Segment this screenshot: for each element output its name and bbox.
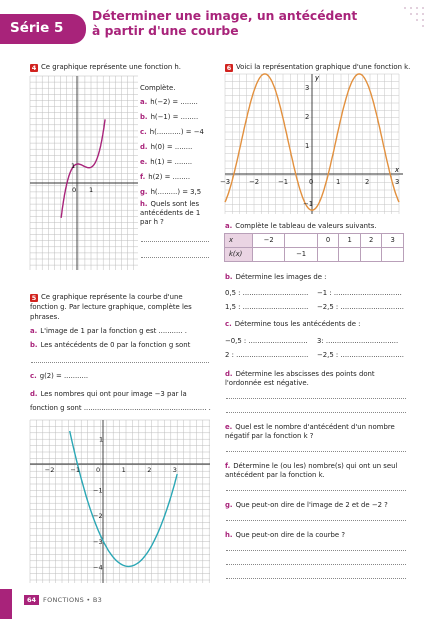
ex6-x-tick-label: 2 <box>365 178 370 186</box>
ex6-table-x-cell[interactable]: 1 <box>339 234 361 248</box>
ex6-table-x-cell[interactable]: −2 <box>253 234 285 248</box>
ex6-b-item-3[interactable]: 1,5 : .............................. <box>225 303 309 311</box>
ex4-origin-label: 0 <box>72 186 77 194</box>
ex6-table-x-cell[interactable] <box>285 234 317 248</box>
ex6-x-axis-label: x <box>395 166 400 174</box>
ex6-c-item-1[interactable]: −0,5 : ........................... <box>225 337 308 345</box>
ex6-x-tick-label: −3 <box>220 178 231 186</box>
ex6-y-axis-label: y <box>315 74 320 82</box>
ex4-one-y-label: 1 <box>71 162 76 170</box>
ex5-curve-g <box>70 431 178 566</box>
ex6-f-line2: antécédent par la fonction k. <box>225 471 325 479</box>
ex5-x-tick-label: 3 <box>172 466 177 474</box>
ex5-number: 5 <box>31 294 37 302</box>
ex5-question-d: d. Les nombres qui ont pour image −3 par la <box>30 390 187 398</box>
ex6-x-tick-label: 0 <box>309 178 314 186</box>
ex4-question-c[interactable]: c. h(...........) = −4 <box>140 128 204 136</box>
ex5-y-tick-label: −2 <box>93 512 103 521</box>
ex6-b-item-2[interactable]: −1 : ............................... <box>317 289 402 297</box>
ex5-y-tick-label: −4 <box>93 563 103 572</box>
ex4-answer-line-1[interactable] <box>141 241 209 242</box>
ex6-table-k-cell[interactable] <box>339 248 361 262</box>
ex5-x-tick-label: −1 <box>70 466 80 474</box>
ex6-h-answer-line-1[interactable] <box>226 550 406 551</box>
footer <box>24 595 102 605</box>
ex5-intro-line2: fonction g. Par lecture graphique, complète les <box>30 303 192 311</box>
ex6-table-k-cell[interactable] <box>317 248 339 262</box>
ex4-question-a[interactable]: a. h(−2) = ........ <box>140 98 198 106</box>
ex6-h-answer-line-3[interactable] <box>226 578 406 579</box>
ex5-intro-line1: 5 Ce graphique représente la courbe d'une <box>31 293 183 302</box>
corner-dots-decoration <box>401 4 429 32</box>
ex5-question-b: b. Les antécédents de 0 par la fonction g sont <box>30 341 191 349</box>
serie-label: Série 5 <box>10 20 64 36</box>
ex5-x-tick-label: −2 <box>44 466 55 474</box>
ex6-question-b: b. Détermine les images de : <box>225 273 327 281</box>
ex4-intro: 4 Ce graphique représente une fonction h. <box>31 63 181 72</box>
ex6-question-g: g. Que peut-on dire de l'image de 2 et de −2 ? <box>225 501 388 509</box>
footer-bar <box>0 589 12 619</box>
ex6-y-tick-label: 3 <box>305 84 310 92</box>
ex4-complete: Complète. <box>140 84 176 92</box>
ex6-x-tick-label: 1 <box>336 178 341 186</box>
ex6-c-item-2[interactable]: 3: ................................. <box>317 337 399 345</box>
ex4-graph <box>30 76 138 270</box>
ex6-e-line2: négatif par la fonction k ? <box>225 432 314 440</box>
ex6-d-line2: l'ordonnée est négative. <box>225 379 309 387</box>
ex5-x-tick-label: 2 <box>147 466 152 474</box>
ex4-h-line2: antécédents de 1 <box>140 209 201 217</box>
ex6-e-answer-line[interactable] <box>226 451 406 452</box>
ex6-number: 6 <box>226 64 232 72</box>
ex6-y-tick-label: 1 <box>305 142 310 150</box>
page-number: 64 <box>24 595 39 605</box>
ex5-graph <box>30 420 210 583</box>
ex4-question-g[interactable]: g. h(.........) = 3,5 <box>140 188 202 196</box>
ex5-intro-line3: phrases. <box>30 313 60 321</box>
ex4-question-e[interactable]: e. h(1) = ........ <box>140 158 193 166</box>
ex6-table-k-cell[interactable]: −1 <box>285 248 317 262</box>
ex6-x-tick-label: 3 <box>395 178 400 186</box>
ex4-question-h: h. Quels sont les <box>140 200 200 208</box>
footer-section: FONCTIONS • B3 <box>43 595 103 604</box>
ex6-b-item-1[interactable]: 0,5 : .............................. <box>225 289 309 297</box>
ex5-d-line2: fonction g sont ........................................................ . <box>30 404 211 412</box>
ex6-d-answer-line-1[interactable] <box>226 398 406 399</box>
ex6-intro: 6 Voici la représentation graphique d'une fonction k. <box>226 63 411 72</box>
ex6-question-f: f. Détermine le (ou les) nombre(s) qui ont un seul <box>225 462 398 470</box>
ex6-table-k-cell[interactable] <box>382 248 404 262</box>
ex5-b-answer-line[interactable] <box>31 362 209 363</box>
ex6-table-k-cell[interactable] <box>253 248 285 262</box>
ex4-number: 4 <box>31 64 37 72</box>
ex5-y-tick-label: 1 <box>99 435 104 444</box>
ex6-x-tick-label: −1 <box>278 178 289 186</box>
ex5-question-c: c. g(2) = ........... <box>30 372 89 380</box>
ex6-question-h: h. Que peut-on dire de la courbe ? <box>225 531 346 539</box>
ex4-curve-h <box>61 119 105 217</box>
ex4-answer-line-2[interactable] <box>141 257 209 258</box>
ex6-question-a: a. Complète le tableau de valeurs suivants. <box>225 222 377 230</box>
ex4-h-line3: par h ? <box>140 218 164 226</box>
ex4-question-d[interactable]: d. h(0) = ........ <box>140 143 193 151</box>
ex6-y-tick-label: −1 <box>303 200 314 208</box>
ex6-table-x-cell[interactable]: 0 <box>317 234 339 248</box>
ex6-x-tick-label: −2 <box>249 178 260 186</box>
ex5-x-tick-label: 1 <box>121 466 126 474</box>
ex4-one-x-label: 1 <box>89 186 94 194</box>
ex6-question-d: d. Détermine les abscisses des points dont <box>225 370 375 378</box>
ex6-d-answer-line-2[interactable] <box>226 412 406 413</box>
page-title: Déterminer une image, un antécédent à partir d'une courbe <box>92 9 358 38</box>
ex6-c-item-3[interactable]: 2 : ................................. <box>225 351 309 359</box>
ex5-question-a: a. L'image de 1 par la fonction g est ........... . <box>30 327 187 335</box>
serie-tab <box>0 14 86 44</box>
ex6-value-table <box>224 233 404 262</box>
ex5-x-tick-label: 0 <box>96 466 101 474</box>
ex5-y-tick-label: −1 <box>93 486 103 495</box>
ex4-question-b[interactable]: b. h(−1) = ........ <box>140 113 199 121</box>
ex4-question-f[interactable]: f. h(2) = ........ <box>140 173 191 181</box>
ex6-table-x-cell[interactable]: 2 <box>360 234 382 248</box>
ex6-table-k-header: k(x) <box>225 248 253 262</box>
ex6-b-item-4[interactable]: −2,5 : ............................. <box>317 303 404 311</box>
ex6-question-c: c. Détermine tous les antécédents de : <box>225 320 361 328</box>
ex6-graph <box>220 74 405 214</box>
ex6-table-x-header: x <box>225 234 253 248</box>
ex5-y-tick-label: −3 <box>93 537 103 546</box>
ex6-question-e: e. Quel est le nombre d'antécédent d'un nombre <box>225 423 395 431</box>
ex6-table-k-cell[interactable] <box>360 248 382 262</box>
ex6-y-tick-label: 2 <box>305 113 310 121</box>
ex6-h-answer-line-2[interactable] <box>226 564 406 565</box>
ex6-c-item-4[interactable]: −2,5 : ............................. <box>317 351 404 359</box>
ex6-f-answer-line[interactable] <box>226 490 406 491</box>
ex6-table-x-cell[interactable]: 3 <box>382 234 404 248</box>
ex6-g-answer-line[interactable] <box>226 520 406 521</box>
